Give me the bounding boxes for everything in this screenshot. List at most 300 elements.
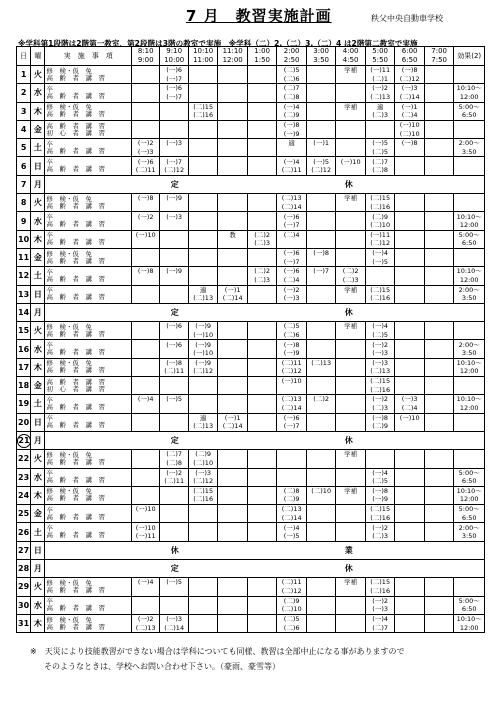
schedule-row <box>17 212 485 230</box>
period-entry <box>248 377 277 386</box>
period-entry <box>336 505 365 514</box>
period-entry: (一)8 <box>137 194 154 203</box>
period-entry: (一)10 <box>135 523 156 532</box>
period-cell <box>160 413 188 431</box>
closed-label-right: 休 <box>344 308 353 317</box>
period-entry <box>307 459 336 468</box>
period-entry <box>248 194 277 203</box>
period-cell <box>218 395 248 413</box>
subject-cell <box>45 523 131 541</box>
period-cell <box>160 578 188 596</box>
closed-label-left: 定 <box>170 179 179 189</box>
period-entry <box>160 505 187 514</box>
schedule-row <box>17 614 485 632</box>
period-entry: 適 <box>199 285 207 294</box>
period-entry <box>160 495 187 504</box>
period-entry <box>366 459 395 468</box>
period-entry <box>218 130 247 139</box>
schedule-row <box>17 468 485 486</box>
schedule-row <box>17 120 485 138</box>
period-cell <box>306 157 336 175</box>
period-entry: (二)15 <box>370 194 391 203</box>
period-cell <box>395 157 425 175</box>
period-entry <box>395 276 424 285</box>
period-entry <box>454 258 484 267</box>
period-entry: (一)6 <box>166 84 183 93</box>
schedule-row <box>17 541 485 559</box>
period-entry <box>218 578 247 587</box>
period-entry: (一)9 <box>195 358 212 367</box>
weekday-cell: 月 <box>31 303 45 321</box>
period-entry <box>248 93 277 102</box>
period-cell <box>247 505 277 523</box>
period-cell <box>365 377 395 395</box>
period-entry: (二)15 <box>370 505 391 514</box>
period-cell <box>336 614 366 632</box>
period-entry: (一)3 <box>166 615 183 624</box>
period-start-8: 5:00 <box>365 47 395 57</box>
period-entry <box>425 404 454 413</box>
period-cell <box>365 139 395 157</box>
period-cell <box>277 413 307 431</box>
period-entry <box>425 93 454 102</box>
day-cell: 18 <box>17 377 31 395</box>
subject-line: 卒 <box>46 84 53 93</box>
period-cell <box>336 413 366 431</box>
period-cell <box>395 267 425 285</box>
period-end-4: 1:50 <box>247 56 277 66</box>
period-entry <box>395 459 424 468</box>
period-cell <box>247 285 277 303</box>
period-cell <box>218 340 248 358</box>
period-entry <box>218 276 247 285</box>
period-entry: (一)5 <box>166 578 183 587</box>
period-entry <box>189 231 218 240</box>
subject-line: 高 齢 者 講 習 <box>46 73 105 82</box>
period-entry: (一)3 <box>166 139 183 148</box>
period-start-2: 10:10 <box>188 47 218 57</box>
period-entry: (一)6 <box>283 249 300 258</box>
period-entry <box>425 249 454 258</box>
period-cell <box>336 486 366 504</box>
period-entry <box>218 395 247 404</box>
subject-cell <box>45 614 131 632</box>
period-entry <box>248 258 277 267</box>
subject-line: 卒 <box>46 524 53 533</box>
period-cell <box>454 267 485 285</box>
period-entry <box>218 605 247 614</box>
closed-label-right: 業 <box>344 545 353 555</box>
subject-cell <box>45 194 131 212</box>
period-cell <box>131 212 159 230</box>
period-entry: (二)8 <box>166 458 183 467</box>
period-entry <box>248 322 277 331</box>
schedule-table <box>16 46 485 633</box>
period-cell <box>247 395 277 413</box>
schedule-row <box>17 102 485 120</box>
period-cell <box>336 322 366 340</box>
subject-line: 卒 <box>46 597 53 606</box>
period-entry <box>425 166 454 175</box>
period-cell <box>218 523 248 541</box>
period-cell <box>247 248 277 266</box>
period-entry: (一)3 <box>372 605 389 614</box>
period-entry: (二)5 <box>283 66 300 75</box>
period-entry: (一)1 <box>313 139 330 148</box>
period-cell <box>188 596 218 614</box>
period-entry <box>218 386 247 395</box>
weekday-cell: 水 <box>31 84 45 102</box>
subject-cell <box>45 157 131 175</box>
period-entry <box>307 524 336 533</box>
period-entry: (二)9 <box>372 422 389 431</box>
period-entry: 5:00〜 <box>458 230 480 239</box>
period-entry <box>160 203 187 212</box>
period-entry <box>248 249 277 258</box>
subject-cell <box>45 413 131 431</box>
weekday-cell: 金 <box>31 120 45 138</box>
period-entry: (一)8 <box>313 249 330 258</box>
period-cell <box>218 285 248 303</box>
period-entry <box>395 341 424 350</box>
period-entry <box>366 276 395 285</box>
period-entry <box>336 469 365 478</box>
subject-line: 修 検・仮 免 <box>46 450 92 459</box>
subject-cell <box>45 578 131 596</box>
period-entry <box>425 148 454 157</box>
period-entry <box>307 587 336 596</box>
period-cell <box>247 66 277 84</box>
period-cell <box>336 139 366 157</box>
period-cell <box>188 84 218 102</box>
day-cell: 26 <box>17 523 31 541</box>
period-cell <box>336 157 366 175</box>
period-entry <box>425 158 454 167</box>
subject-line: 高 齢 者 講 習 <box>46 201 105 210</box>
period-cell <box>424 377 454 395</box>
subject-cell <box>45 120 131 138</box>
period-cell <box>424 66 454 84</box>
period-cell <box>336 340 366 358</box>
period-entry: (二)4 <box>401 111 418 120</box>
period-entry <box>395 605 424 614</box>
schedule-row <box>17 560 485 578</box>
period-entry: (二)11 <box>164 367 185 376</box>
period-entry: (二)14 <box>399 92 420 101</box>
period-entry: (二)3 <box>372 403 389 412</box>
schedule-row <box>17 322 485 340</box>
schedule-row <box>17 340 485 358</box>
period-entry <box>277 239 306 248</box>
period-cell <box>277 248 307 266</box>
period-entry: (二)2 <box>254 267 271 276</box>
period-cell <box>365 157 395 175</box>
schedule-row <box>17 395 485 413</box>
period-entry <box>132 331 159 340</box>
period-entry: (一)9 <box>166 267 183 276</box>
period-entry <box>160 221 187 230</box>
period-entry: 10:10〜 <box>456 395 482 404</box>
period-entry <box>218 377 247 386</box>
period-cell <box>131 578 159 596</box>
period-entry <box>395 487 424 496</box>
period-entry <box>425 194 454 203</box>
period-entry <box>248 469 277 478</box>
period-cell <box>277 358 307 376</box>
weekday-cell: 水 <box>31 340 45 358</box>
subject-line: 高 齢 者 講 習 <box>46 622 105 631</box>
day-cell <box>17 431 31 449</box>
subject-line: 卒 <box>46 139 53 148</box>
period-entry <box>248 578 277 587</box>
period-cell <box>277 468 307 486</box>
period-entry <box>248 395 277 404</box>
period-entry <box>189 148 218 157</box>
period-cell <box>336 230 366 248</box>
period-entry: (一)4 <box>137 578 154 587</box>
period-cell <box>395 248 425 266</box>
period-entry <box>132 130 159 139</box>
period-entry <box>160 231 187 240</box>
period-entry <box>395 203 424 212</box>
period-entry: (二)9 <box>283 596 300 605</box>
period-entry: 5:00〜 <box>458 596 480 605</box>
period-entry <box>248 148 277 157</box>
period-entry <box>218 221 247 230</box>
period-entry: (二)16 <box>370 294 391 303</box>
period-entry <box>248 341 277 350</box>
period-entry: (一)10 <box>281 377 302 386</box>
period-entry <box>277 477 306 486</box>
period-entry <box>160 103 187 112</box>
period-entry: (一)4 <box>372 322 389 331</box>
period-entry <box>395 349 424 358</box>
period-entry: (二)5 <box>283 615 300 624</box>
closed-label-left: 休 <box>170 545 179 555</box>
period-entry <box>395 331 424 340</box>
period-entry <box>160 532 187 541</box>
period-cell <box>160 102 188 120</box>
period-entry <box>454 331 484 340</box>
period-cell <box>218 450 248 468</box>
period-entry: (一)2 <box>283 285 300 294</box>
period-entry: (一)9 <box>195 340 212 349</box>
period-cell <box>424 157 454 175</box>
period-entry: (一)10 <box>135 505 156 514</box>
weekday-cell: 木 <box>31 358 45 376</box>
period-entry: (一)2 <box>137 615 154 624</box>
period-cell <box>188 230 218 248</box>
period-entry: (二)6 <box>283 330 300 339</box>
period-entry: (一)10 <box>193 349 214 358</box>
period-entry <box>160 587 187 596</box>
period-entry <box>218 103 247 112</box>
period-entry <box>218 239 247 248</box>
period-entry: (二)6 <box>283 74 300 83</box>
period-entry <box>425 111 454 120</box>
period-entry <box>425 239 454 248</box>
period-cell <box>395 120 425 138</box>
period-entry <box>425 286 454 295</box>
period-cell <box>247 139 277 157</box>
period-cell <box>160 377 188 395</box>
period-cell <box>131 377 159 395</box>
period-entry <box>218 532 247 541</box>
period-entry <box>248 158 277 167</box>
period-cell <box>160 66 188 84</box>
period-entry <box>336 148 365 157</box>
subject-line: 高 齢 者 講 習 <box>46 421 105 430</box>
period-entry <box>307 505 336 514</box>
subject-line: 高 齢 者 講 習 <box>46 329 105 338</box>
period-entry: (二)2 <box>254 230 271 239</box>
period-cell <box>424 285 454 303</box>
period-entry: (一)2 <box>372 523 389 532</box>
subject-cell <box>45 267 131 285</box>
weekday-cell: 土 <box>31 139 45 157</box>
period-cell <box>424 84 454 102</box>
period-cell <box>336 578 366 596</box>
day-cell: 7 <box>17 175 31 193</box>
period-cell <box>247 596 277 614</box>
period-cell <box>336 102 366 120</box>
period-entry <box>189 258 218 267</box>
period-entry: (一)7 <box>283 257 300 266</box>
period-entry <box>132 459 159 468</box>
period-start-6: 3:00 <box>306 47 336 57</box>
period-entry: (二)16 <box>193 495 214 504</box>
period-entry: (二)11 <box>281 358 302 367</box>
period-entry <box>248 367 277 376</box>
period-entry <box>454 203 484 212</box>
period-entry: 12:00 <box>459 403 479 412</box>
period-entry: (二)5 <box>283 322 300 331</box>
period-cell <box>365 505 395 523</box>
period-cell <box>188 614 218 632</box>
period-entry <box>218 166 247 175</box>
period-entry: (一)5 <box>372 257 389 266</box>
period-entry: (一)8 <box>166 358 183 367</box>
schedule-row <box>17 230 485 248</box>
period-cell <box>160 139 188 157</box>
period-cell <box>247 230 277 248</box>
period-entry: 学補 <box>344 450 358 459</box>
period-entry <box>218 477 247 486</box>
period-cell <box>365 285 395 303</box>
period-entry <box>248 359 277 368</box>
period-entry <box>132 121 159 130</box>
period-cell <box>336 505 366 523</box>
period-entry <box>425 66 454 75</box>
period-cell <box>247 212 277 230</box>
weekday-cell: 月 <box>31 560 45 578</box>
period-cell <box>424 340 454 358</box>
period-entry: (一)4 <box>283 523 300 532</box>
period-entry: 3:50 <box>461 294 477 303</box>
period-cell <box>306 212 336 230</box>
period-cell <box>306 102 336 120</box>
period-entry: 5:00〜 <box>458 468 480 477</box>
period-cell <box>131 468 159 486</box>
period-entry <box>132 495 159 504</box>
day-cell: 3 <box>17 102 31 120</box>
period-cell <box>131 450 159 468</box>
period-entry: (一)10 <box>193 330 214 339</box>
period-cell <box>277 340 307 358</box>
period-entry: (二)3 <box>342 275 359 284</box>
period-entry <box>307 341 336 350</box>
period-entry <box>336 495 365 504</box>
schedule-row <box>17 486 485 504</box>
schedule-row <box>17 139 485 157</box>
period-cell <box>365 486 395 504</box>
period-entry <box>160 111 187 120</box>
period-cell <box>424 468 454 486</box>
period-entry <box>395 624 424 633</box>
period-cell <box>306 413 336 431</box>
period-entry: (二)5 <box>372 477 389 486</box>
period-entry <box>132 111 159 120</box>
period-cell <box>306 66 336 84</box>
period-entry: (二)5 <box>372 330 389 339</box>
period-cell <box>454 596 485 614</box>
period-entry: (二)5 <box>372 147 389 156</box>
period-cell <box>160 505 188 523</box>
period-entry: 6:50 <box>461 239 477 248</box>
period-entry <box>218 322 247 331</box>
period-entry <box>336 414 365 423</box>
schedule-row <box>17 175 485 193</box>
period-entry: (二)10 <box>311 486 332 495</box>
period-entry <box>307 404 336 413</box>
period-entry <box>336 239 365 248</box>
period-cell <box>277 212 307 230</box>
weekday-cell: 土 <box>31 523 45 541</box>
closed-label-right: 休 <box>344 436 353 446</box>
period-entry: (一)8 <box>283 340 300 349</box>
subject-line: 高 齢 者 講 習 <box>46 402 105 411</box>
period-entry <box>336 349 365 358</box>
period-entry: 2:00〜 <box>458 340 480 349</box>
period-entry <box>336 231 365 240</box>
day-cell: 27 <box>17 541 31 559</box>
period-cell <box>277 285 307 303</box>
period-cell <box>247 377 277 395</box>
period-start-7: 4:00 <box>336 47 366 57</box>
period-entry <box>132 386 159 395</box>
period-entry: (一)6 <box>166 340 183 349</box>
closed-day-cell <box>45 175 485 193</box>
period-entry <box>336 459 365 468</box>
period-cell <box>424 614 454 632</box>
period-entry <box>307 194 336 203</box>
weekday-cell: 日 <box>31 413 45 431</box>
period-cell <box>218 120 248 138</box>
period-entry: (一)3 <box>137 147 154 156</box>
period-cell <box>131 267 159 285</box>
period-entry <box>395 322 424 331</box>
period-entry <box>218 495 247 504</box>
period-entry: (一)6 <box>283 212 300 221</box>
period-entry: (一)6 <box>166 66 183 75</box>
period-entry: 12:00 <box>459 367 479 376</box>
period-entry: 2:00〜 <box>458 139 480 148</box>
period-entry: (二)16 <box>193 111 214 120</box>
period-cell <box>306 505 336 523</box>
period-entry: (二)11 <box>281 166 302 175</box>
period-entry: (二)4 <box>283 230 300 239</box>
subject-line: 修 検・仮 免 <box>46 66 92 75</box>
